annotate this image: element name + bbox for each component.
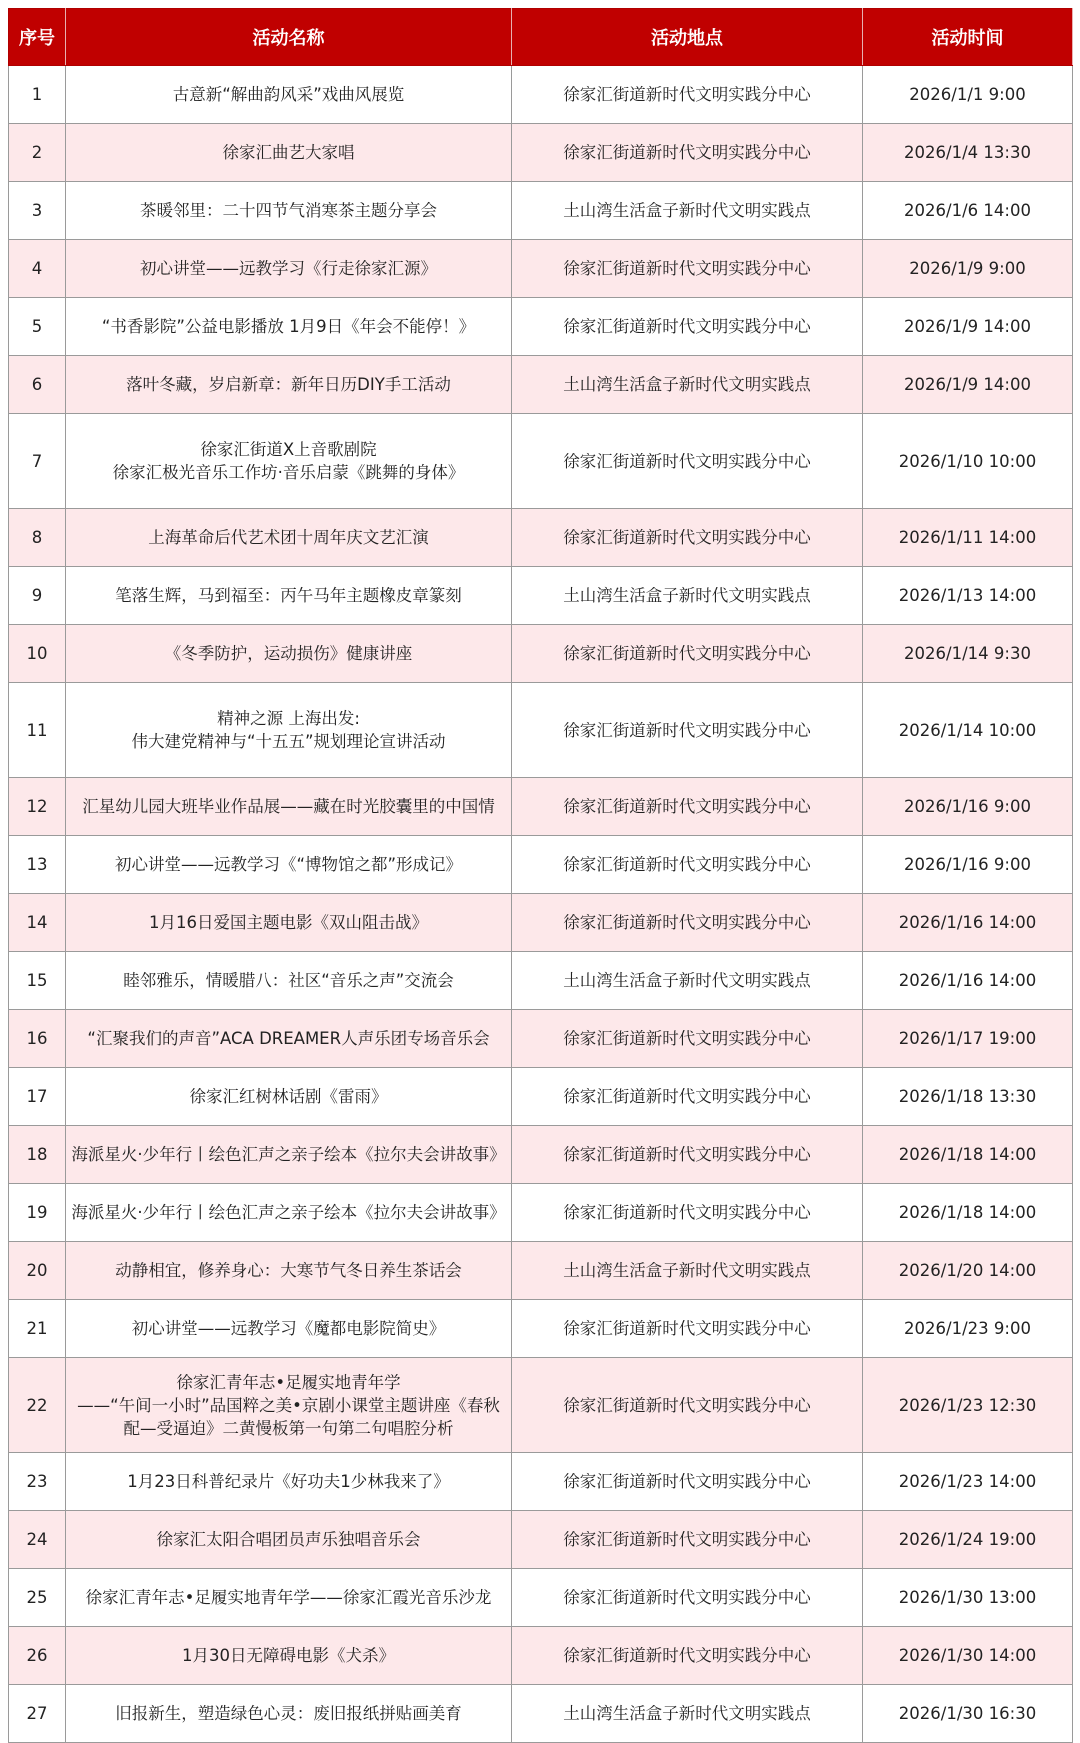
activity-name-cell: 海派星火·少年行丨绘色汇声之亲子绘本《拉尔夫会讲故事》 — [66, 1184, 512, 1242]
activity-name-cell: 徐家汇曲艺大家唱 — [66, 124, 512, 182]
row-index-cell: 3 — [9, 182, 66, 240]
table-row — [9, 509, 1073, 567]
activity-name-cell: 落叶冬藏，岁启新章：新年日历DIY手工活动 — [66, 356, 512, 414]
table-row — [9, 1685, 1073, 1743]
activity-time-cell: 2026/1/16 9:00 — [863, 778, 1073, 836]
activity-time-cell: 2026/1/30 16:30 — [863, 1685, 1073, 1743]
table-row — [9, 182, 1073, 240]
activity-location-cell: 土山湾生活盒子新时代文明实践点 — [512, 567, 863, 625]
activity-location-cell: 徐家汇街道新时代文明实践分中心 — [512, 1627, 863, 1685]
activity-location-cell: 徐家汇街道新时代文明实践分中心 — [512, 1010, 863, 1068]
table-row — [9, 66, 1073, 124]
activity-name-cell: 精神之源 上海出发: 伟大建党精神与“十五五”规划理论宣讲活动 — [66, 683, 512, 778]
activity-time-cell: 2026/1/6 14:00 — [863, 182, 1073, 240]
row-index-cell: 26 — [9, 1627, 66, 1685]
activity-name-cell: 初心讲堂——远教学习《魔都电影院简史》 — [66, 1300, 512, 1358]
activity-name-cell: 动静相宜，修养身心：大寒节气冬日养生茶话会 — [66, 1242, 512, 1300]
activity-location-cell: 徐家汇街道新时代文明实践分中心 — [512, 1453, 863, 1511]
table-row — [9, 1184, 1073, 1242]
activity-location-cell: 徐家汇街道新时代文明实践分中心 — [512, 836, 863, 894]
table-body — [9, 66, 1073, 1743]
activity-location-cell: 徐家汇街道新时代文明实践分中心 — [512, 509, 863, 567]
activity-name-cell: 徐家汇太阳合唱团员声乐独唱音乐会 — [66, 1511, 512, 1569]
table-row — [9, 414, 1073, 509]
activity-location-cell: 徐家汇街道新时代文明实践分中心 — [512, 1511, 863, 1569]
row-index-cell: 1 — [9, 66, 66, 124]
activity-location-cell: 徐家汇街道新时代文明实践分中心 — [512, 778, 863, 836]
header-activity-name: 活动名称 — [66, 9, 512, 66]
activity-location-cell: 徐家汇街道新时代文明实践分中心 — [512, 414, 863, 509]
row-index-cell: 15 — [9, 952, 66, 1010]
activity-location-cell: 土山湾生活盒子新时代文明实践点 — [512, 952, 863, 1010]
activity-name-cell: 茶暖邻里：二十四节气消寒茶主题分享会 — [66, 182, 512, 240]
activity-name-cell: 1月16日爱国主题电影《双山阻击战》 — [66, 894, 512, 952]
row-index-cell: 23 — [9, 1453, 66, 1511]
row-index-cell: 18 — [9, 1126, 66, 1184]
activity-location-cell: 徐家汇街道新时代文明实践分中心 — [512, 240, 863, 298]
activity-name-cell: 初心讲堂——远教学习《行走徐家汇源》 — [66, 240, 512, 298]
activity-time-cell: 2026/1/18 14:00 — [863, 1184, 1073, 1242]
activity-time-cell: 2026/1/30 14:00 — [863, 1627, 1073, 1685]
activity-location-cell: 徐家汇街道新时代文明实践分中心 — [512, 124, 863, 182]
activity-location-cell: 徐家汇街道新时代文明实践分中心 — [512, 1068, 863, 1126]
table-row — [9, 567, 1073, 625]
row-index-cell: 14 — [9, 894, 66, 952]
row-index-cell: 27 — [9, 1685, 66, 1743]
activity-location-cell: 徐家汇街道新时代文明实践分中心 — [512, 1184, 863, 1242]
activity-location-cell: 徐家汇街道新时代文明实践分中心 — [512, 894, 863, 952]
activity-name-cell: “汇聚我们的声音”ACA DREAMER人声乐团专场音乐会 — [66, 1010, 512, 1068]
row-index-cell: 10 — [9, 625, 66, 683]
activity-name-cell: 徐家汇街道X上音歌剧院 徐家汇极光音乐工作坊·音乐启蒙《跳舞的身体》 — [66, 414, 512, 509]
activity-name-cell: 徐家汇青年志•足履实地青年学 ——“午间一小时”品国粹之美•京剧小课堂主题讲座《春秋配—受逼迫》二黄慢板第一句第二句唱腔分析 — [66, 1358, 512, 1453]
activity-location-cell: 土山湾生活盒子新时代文明实践点 — [512, 182, 863, 240]
table-row — [9, 356, 1073, 414]
activity-time-cell: 2026/1/24 19:00 — [863, 1511, 1073, 1569]
row-index-cell: 7 — [9, 414, 66, 509]
row-index-cell: 4 — [9, 240, 66, 298]
activity-time-cell: 2026/1/13 14:00 — [863, 567, 1073, 625]
activity-time-cell: 2026/1/18 13:30 — [863, 1068, 1073, 1126]
activity-location-cell: 徐家汇街道新时代文明实践分中心 — [512, 1569, 863, 1627]
table-row — [9, 1242, 1073, 1300]
activity-time-cell: 2026/1/14 10:00 — [863, 683, 1073, 778]
activity-location-cell: 土山湾生活盒子新时代文明实践点 — [512, 356, 863, 414]
table-row — [9, 1453, 1073, 1511]
table-row — [9, 625, 1073, 683]
row-index-cell: 5 — [9, 298, 66, 356]
activity-location-cell: 土山湾生活盒子新时代文明实践点 — [512, 1242, 863, 1300]
activity-name-cell: 徐家汇青年志•足履实地青年学——徐家汇霞光音乐沙龙 — [66, 1569, 512, 1627]
table-row — [9, 1126, 1073, 1184]
table-row — [9, 1300, 1073, 1358]
activity-time-cell: 2026/1/20 14:00 — [863, 1242, 1073, 1300]
row-index-cell: 9 — [9, 567, 66, 625]
activity-name-cell: 1月23日科普纪录片《好功夫1少林我来了》 — [66, 1453, 512, 1511]
row-index-cell: 20 — [9, 1242, 66, 1300]
activity-time-cell: 2026/1/14 9:30 — [863, 625, 1073, 683]
activity-schedule-table-container — [8, 8, 1072, 1723]
table-row — [9, 1068, 1073, 1126]
table-row — [9, 240, 1073, 298]
activity-time-cell: 2026/1/1 9:00 — [863, 66, 1073, 124]
activity-time-cell: 2026/1/17 19:00 — [863, 1010, 1073, 1068]
activity-time-cell: 2026/1/16 9:00 — [863, 836, 1073, 894]
activity-location-cell: 徐家汇街道新时代文明实践分中心 — [512, 1300, 863, 1358]
table-row — [9, 1511, 1073, 1569]
row-index-cell: 17 — [9, 1068, 66, 1126]
activity-location-cell: 徐家汇街道新时代文明实践分中心 — [512, 298, 863, 356]
header-location: 活动地点 — [512, 9, 863, 66]
table-header-row — [9, 9, 1073, 66]
table-row — [9, 1569, 1073, 1627]
activity-name-cell: 《冬季防护，运动损伤》健康讲座 — [66, 625, 512, 683]
activity-name-cell: 初心讲堂——远教学习《“博物馆之都”形成记》 — [66, 836, 512, 894]
activity-name-cell: 上海革命后代艺术团十周年庆文艺汇演 — [66, 509, 512, 567]
activity-name-cell: 1月30日无障碍电影《犬杀》 — [66, 1627, 512, 1685]
table-row — [9, 1627, 1073, 1685]
activity-time-cell: 2026/1/16 14:00 — [863, 894, 1073, 952]
activity-name-cell: 海派星火·少年行丨绘色汇声之亲子绘本《拉尔夫会讲故事》 — [66, 1126, 512, 1184]
row-index-cell: 25 — [9, 1569, 66, 1627]
activity-name-cell: 汇星幼儿园大班毕业作品展——藏在时光胶囊里的中国情 — [66, 778, 512, 836]
activity-time-cell: 2026/1/9 14:00 — [863, 298, 1073, 356]
activity-location-cell: 徐家汇街道新时代文明实践分中心 — [512, 1358, 863, 1453]
activity-time-cell: 2026/1/10 10:00 — [863, 414, 1073, 509]
activity-time-cell: 2026/1/23 9:00 — [863, 1300, 1073, 1358]
activity-time-cell: 2026/1/9 9:00 — [863, 240, 1073, 298]
row-index-cell: 13 — [9, 836, 66, 894]
activity-location-cell: 徐家汇街道新时代文明实践分中心 — [512, 625, 863, 683]
activity-name-cell: 睦邻雅乐，情暖腊八：社区“音乐之声”交流会 — [66, 952, 512, 1010]
activity-name-cell: 古意新“解曲韵风采”戏曲风展览 — [66, 66, 512, 124]
row-index-cell: 2 — [9, 124, 66, 182]
activity-time-cell: 2026/1/16 14:00 — [863, 952, 1073, 1010]
activity-location-cell: 徐家汇街道新时代文明实践分中心 — [512, 66, 863, 124]
activity-name-cell: 旧报新生，塑造绿色心灵：废旧报纸拼贴画美育 — [66, 1685, 512, 1743]
table-row — [9, 683, 1073, 778]
row-index-cell: 11 — [9, 683, 66, 778]
row-index-cell: 24 — [9, 1511, 66, 1569]
table-row — [9, 952, 1073, 1010]
table-row — [9, 1358, 1073, 1453]
table-row — [9, 894, 1073, 952]
table-row — [9, 836, 1073, 894]
activity-name-cell: “书香影院”公益电影播放 1月9日《年会不能停！》 — [66, 298, 512, 356]
activity-time-cell: 2026/1/23 14:00 — [863, 1453, 1073, 1511]
activity-time-cell: 2026/1/18 14:00 — [863, 1126, 1073, 1184]
activity-time-cell: 2026/1/9 14:00 — [863, 356, 1073, 414]
row-index-cell: 8 — [9, 509, 66, 567]
activity-time-cell: 2026/1/11 14:00 — [863, 509, 1073, 567]
row-index-cell: 19 — [9, 1184, 66, 1242]
row-index-cell: 12 — [9, 778, 66, 836]
row-index-cell: 6 — [9, 356, 66, 414]
activity-schedule-table — [8, 8, 1073, 1743]
activity-location-cell: 徐家汇街道新时代文明实践分中心 — [512, 683, 863, 778]
table-row — [9, 124, 1073, 182]
header-index: 序号 — [9, 9, 66, 66]
row-index-cell: 22 — [9, 1358, 66, 1453]
activity-location-cell: 土山湾生活盒子新时代文明实践点 — [512, 1685, 863, 1743]
activity-time-cell: 2026/1/30 13:00 — [863, 1569, 1073, 1627]
table-row — [9, 1010, 1073, 1068]
row-index-cell: 16 — [9, 1010, 66, 1068]
row-index-cell: 21 — [9, 1300, 66, 1358]
activity-name-cell: 笔落生辉，马到福至：丙午马年主题橡皮章篆刻 — [66, 567, 512, 625]
table-row — [9, 298, 1073, 356]
activity-time-cell: 2026/1/4 13:30 — [863, 124, 1073, 182]
activity-time-cell: 2026/1/23 12:30 — [863, 1358, 1073, 1453]
header-time: 活动时间 — [863, 9, 1073, 66]
activity-location-cell: 徐家汇街道新时代文明实践分中心 — [512, 1126, 863, 1184]
table-row — [9, 778, 1073, 836]
activity-name-cell: 徐家汇红树林话剧《雷雨》 — [66, 1068, 512, 1126]
